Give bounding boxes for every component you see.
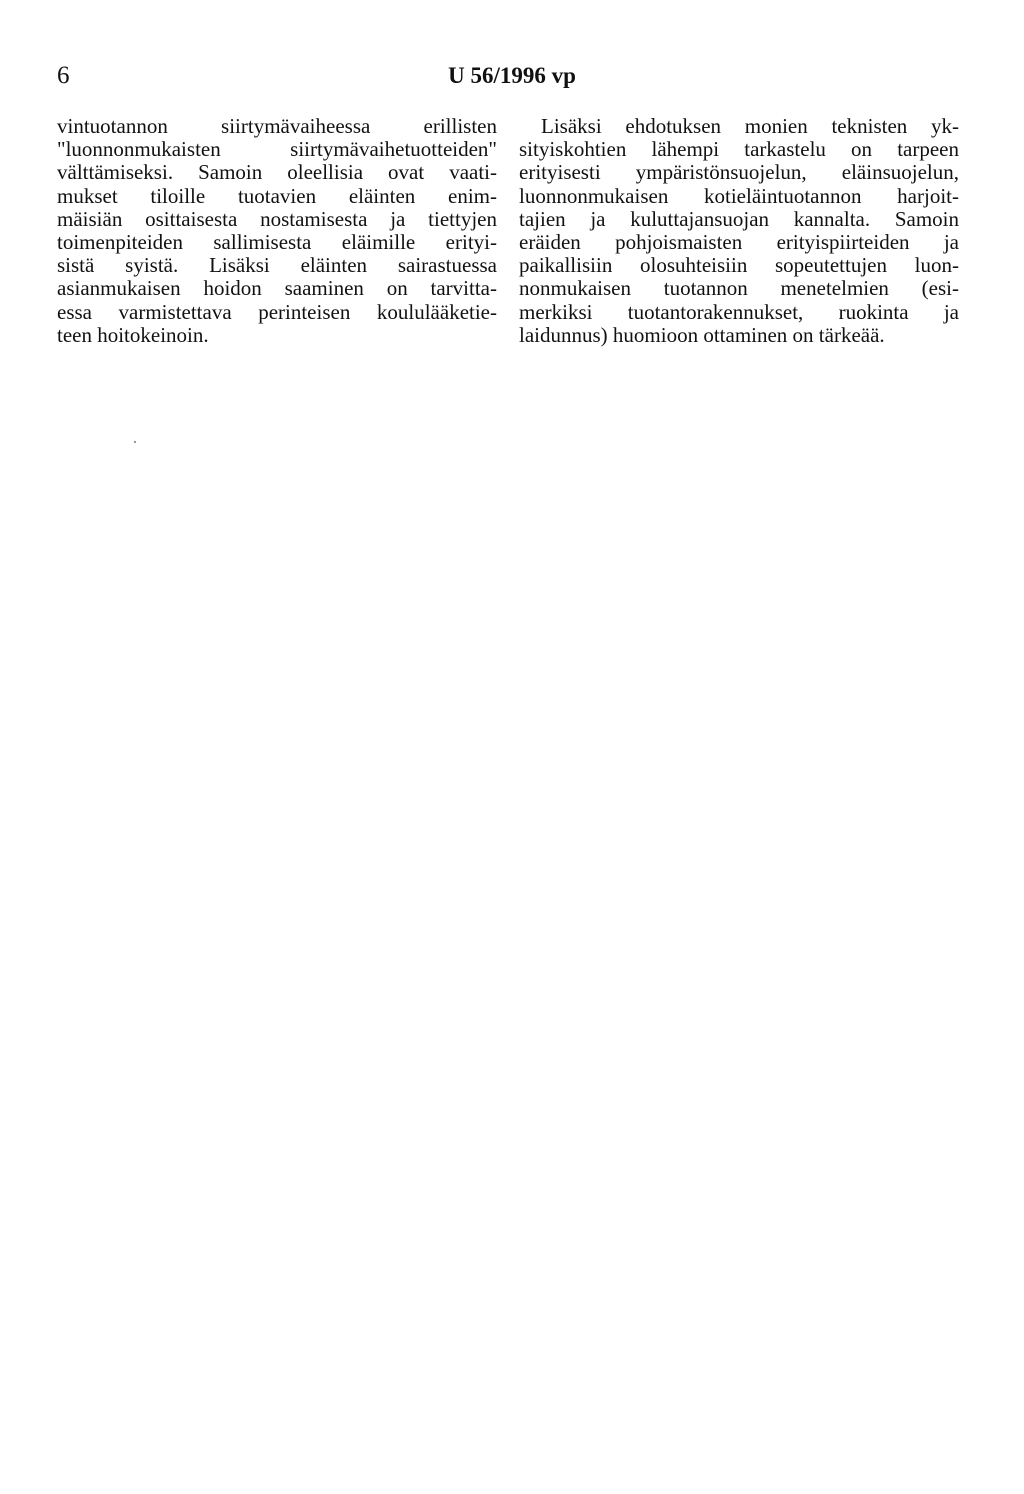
text-line: nonmukaisen tuotannon menetelmien (esi-	[519, 277, 959, 301]
left-text-column	[57, 115, 497, 347]
document-id: U 56/1996 vp	[448, 63, 576, 88]
text-line: laidunnus) huomioon ottaminen on tärkeää.	[519, 323, 885, 347]
text-line: sityiskohtien lähempi tarkastelu on tarpeen	[519, 138, 959, 162]
page-number: 6	[57, 62, 70, 89]
text-line: luonnonmukaisen kotieläintuotannon harjoit-	[519, 184, 959, 208]
text-line: välttämiseksi. Samoin oleellisia ovat vaati-	[57, 161, 497, 185]
text-line: merkiksi tuotantorakennukset, ruokinta ja	[519, 300, 959, 324]
text-line: asianmukaisen hoidon saaminen on tarvitta-	[57, 277, 497, 301]
text-line: paikallisiin olosuhteisiin sopeutettujen luon-	[519, 254, 959, 278]
text-line: mukset tiloille tuotavien eläinten enim-	[57, 184, 497, 208]
text-line: erityisesti ympäristönsuojelun, eläinsuojelun,	[519, 161, 959, 185]
text-line: eräiden pohjoismaisten erityispiirteiden ja	[519, 231, 959, 255]
text-line: Lisäksi ehdotuksen monien teknisten yk-	[541, 115, 959, 138]
text-line: sistä syistä. Lisäksi eläinten sairastuessa	[57, 254, 497, 278]
text-line: essa varmistettava perinteisen koululääketie-	[57, 300, 497, 324]
right-text-column	[519, 115, 959, 347]
text-line: tajien ja kuluttajansuojan kannalta. Samoin	[519, 207, 959, 231]
text-line: mäisiän osittaisesta nostamisesta ja tiettyjen	[57, 207, 497, 231]
text-line: vintuotannon siirtymävaiheessa erillisten	[57, 115, 497, 138]
text-line: teen hoitokeinoin.	[57, 323, 209, 347]
text-line: "luonnonmukaisten siirtymävaihetuotteiden"	[57, 138, 497, 162]
scan-speck	[134, 441, 136, 443]
text-line: toimenpiteiden sallimisesta eläimille erityi-	[57, 231, 497, 255]
